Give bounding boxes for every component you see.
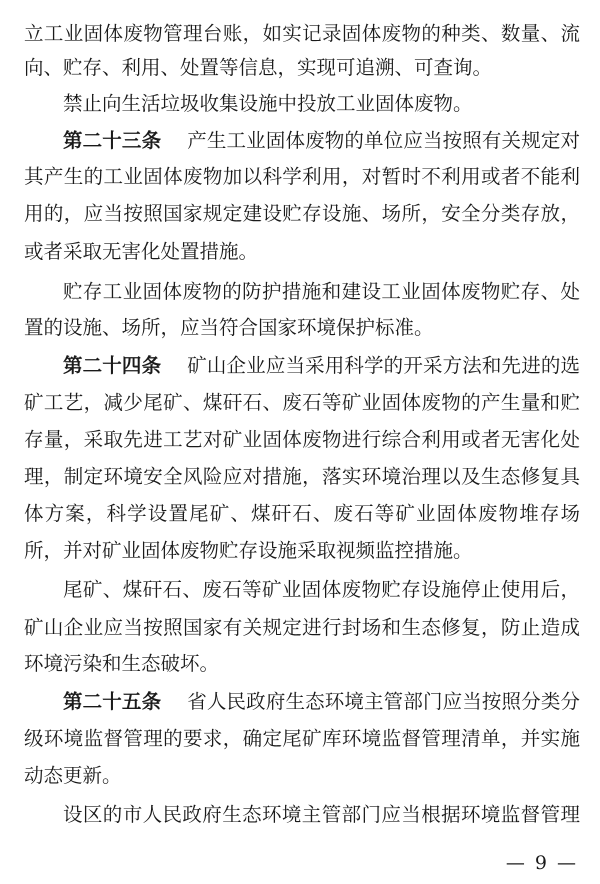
text-line: 向、贮存、利用、处置等信息，实现可追溯、可查询。 <box>24 56 493 79</box>
text-line: 用的，应当按照国家规定建设贮存设施、场所，安全分类存放， <box>24 202 580 225</box>
article-heading: 第二十三条 <box>63 129 162 152</box>
article-24-first-line: 第二十四条 矿山企业应当采用科学的开采方法和先进的选 <box>63 354 580 377</box>
text-line: 或者采取无害化处置措施。 <box>24 240 259 263</box>
text-line: 环境污染和生态破坏。 <box>24 652 220 675</box>
article-23-first-line: 第二十三条 产生工业固体废物的单位应当按照有关规定对 <box>63 129 580 152</box>
footer-dash-right: — <box>557 852 578 874</box>
text-line: 级环境监督管理的要求，确定尾矿库环境监督管理清单，并实施 <box>24 727 580 750</box>
text-line: 其产生的工业固体废物加以科学利用，对暂时不利用或者不能利 <box>24 165 580 188</box>
text-line: 贮存工业固体废物的防护措施和建设工业固体废物贮存、处 <box>63 280 580 303</box>
page-number: 9 <box>534 852 549 874</box>
article-25-first-line: 第二十五条 省人民政府生态环境主管部门应当按照分类分 <box>63 690 580 713</box>
text-line: 理，制定环境安全风险应对措施，落实环境治理以及生态修复具 <box>24 465 580 488</box>
text-line: 禁止向生活垃圾收集设施中投放工业固体废物。 <box>63 92 473 115</box>
page-number-footer <box>506 848 578 878</box>
text-line: 尾矿、煤矸石、废石等矿业固体废物贮存设施停止使用后， <box>63 578 580 601</box>
text-line: 置的设施、场所，应当符合国家环境保护标准。 <box>24 316 434 339</box>
article-heading: 第二十五条 <box>63 690 162 713</box>
text-line: 立工业固体废物管理台账，如实记录固体废物的种类、数量、流 <box>24 22 580 45</box>
text-line: 所，并对矿业固体废物贮存设施采取视频监控措施。 <box>24 539 473 562</box>
text-line: 矿山企业应当按照国家有关规定进行封场和生态修复，防止造成 <box>24 616 580 639</box>
text-line: 动态更新。 <box>24 764 122 787</box>
text-line: 矿工艺，减少尾矿、煤矸石、废石等矿业固体废物的产生量和贮 <box>24 391 580 414</box>
text-line: 存量，采取先进工艺对矿业固体废物进行综合利用或者无害化处 <box>24 428 580 451</box>
text-line: 设区的市人民政府生态环境主管部门应当根据环境监督管理 <box>63 803 580 826</box>
text-line: 体方案，科学设置尾矿、煤矸石、废石等矿业固体废物堆存场 <box>24 502 580 525</box>
footer-dash-left: — <box>505 852 527 874</box>
article-heading: 第二十四条 <box>63 354 162 377</box>
